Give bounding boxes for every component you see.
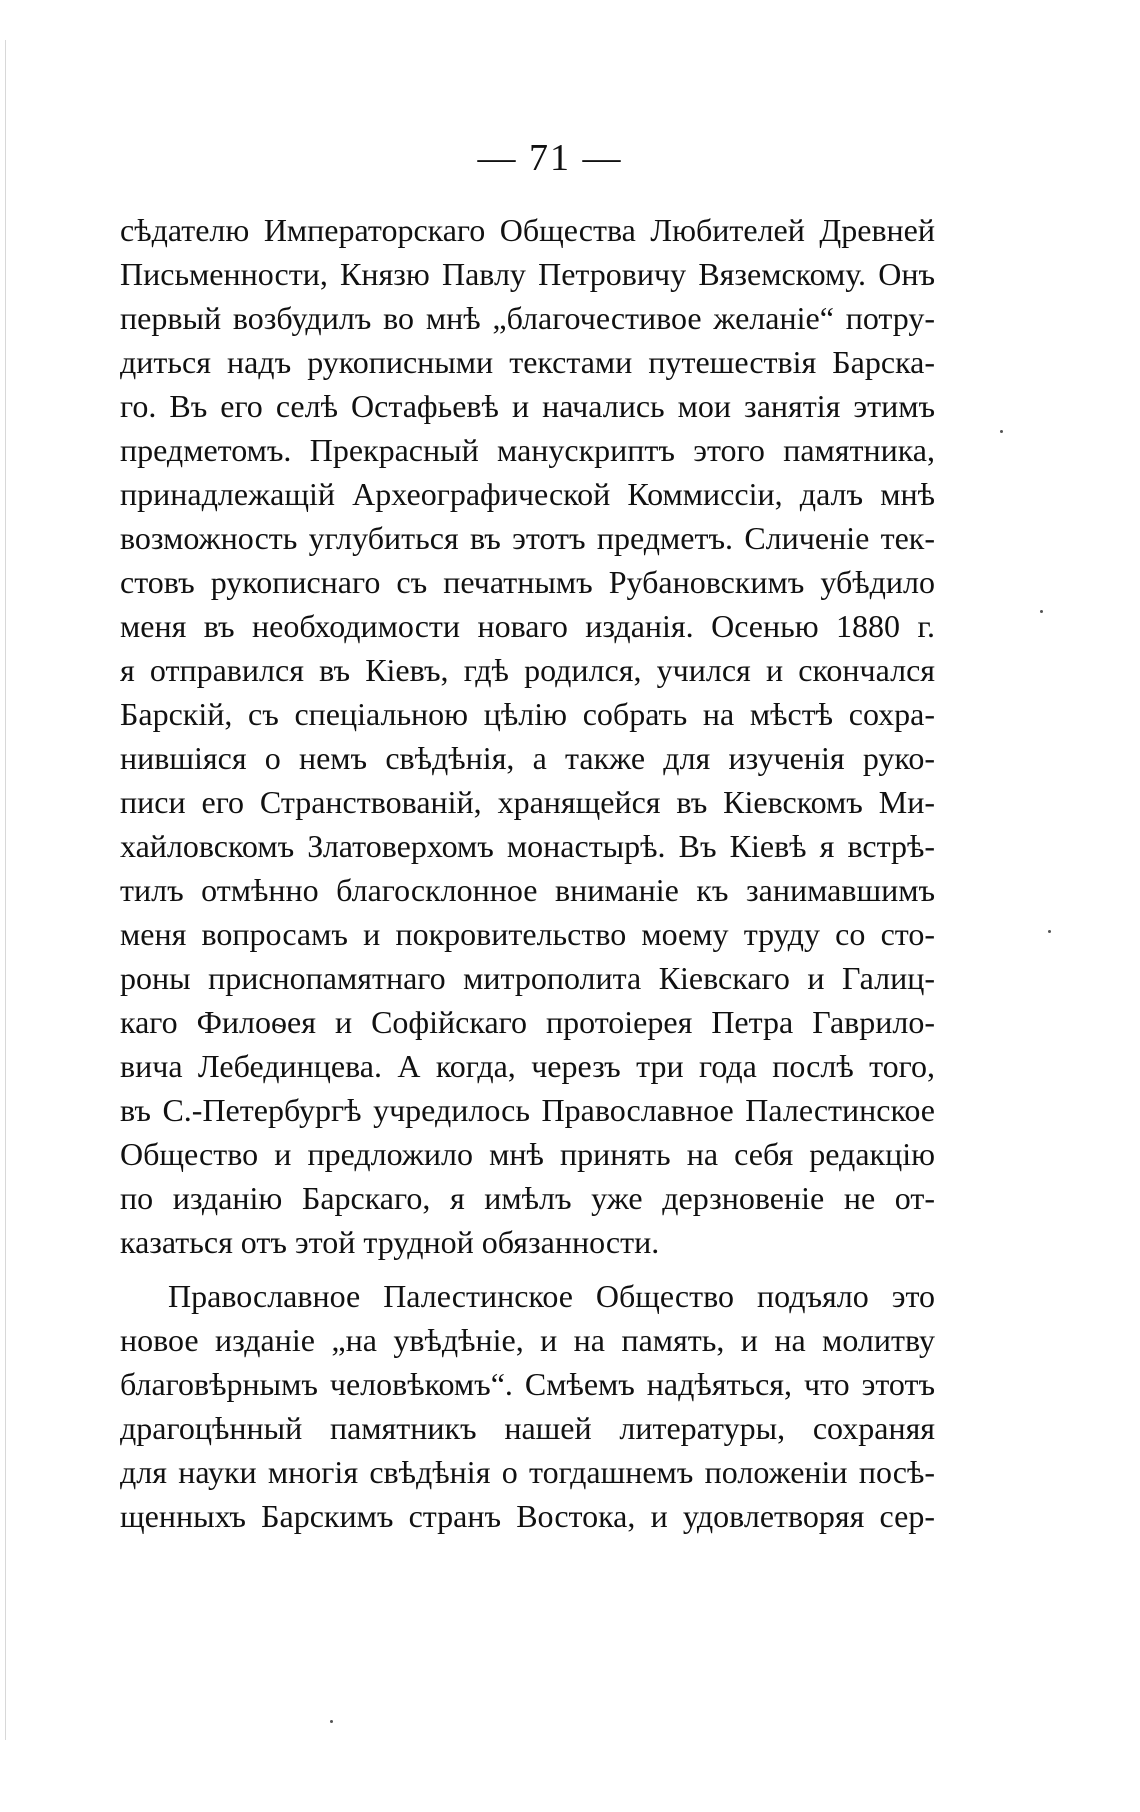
- text-line: Письменности, Князю Павлу Петровичу Вяземскому. Онъ: [120, 256, 935, 292]
- text-line: принадлежащій Археографической Коммиссіи, далъ мнѣ: [120, 476, 935, 512]
- text-line: Православное Палестинское Общество подъяло это: [168, 1278, 935, 1314]
- text-line: я отправился въ Кіевъ, гдѣ родился, учился и скончался: [120, 652, 935, 688]
- text-line: новое изданіе „на увѣдѣніе, и на память, и на молитву: [120, 1322, 935, 1358]
- text-line: по изданію Барскаго, я имѣлъ уже дерзновеніе не от-: [120, 1180, 935, 1216]
- text-line: нившіяся о немъ свѣдѣнія, а также для изученія руко-: [120, 740, 935, 776]
- text-line: меня вопросамъ и покровительство моему труду со сто-: [120, 916, 935, 952]
- text-line: благовѣрнымъ человѣкомъ“. Смѣемъ надѣяться, что этотъ: [120, 1366, 935, 1402]
- text-line: для науки многія свѣдѣнія о тогдашнемъ положеніи посѣ-: [120, 1454, 935, 1490]
- text-line: предметомъ. Прекрасный манускриптъ этого памятника,: [120, 432, 935, 468]
- text-line: стовъ рукописнаго съ печатнымъ Рубановскимъ убѣдило: [120, 564, 935, 600]
- text-line: диться надъ рукописными текстами путешествія Барска-: [120, 344, 935, 380]
- text-line: сѣдателю Императорскаго Общества Любителей Древней: [120, 212, 935, 248]
- text-line: каго Филоѳея и Софійскаго протоіерея Петра Гаврило-: [120, 1004, 935, 1040]
- text-line: роны приснопамятнаго митрополита Кіевскаго и Галиц-: [120, 960, 935, 996]
- scan-speck: [1048, 930, 1051, 933]
- page-number: — 71 —: [477, 137, 623, 179]
- text-line: тилъ отмѣнно благосклонное вниманіе къ занимавшимъ: [120, 872, 935, 908]
- text-line: писи его Странствованій, хранящейся въ Кіевскомъ Ми-: [120, 784, 935, 820]
- text-line: первый возбудилъ во мнѣ „благочестивое желаніе“ потру-: [120, 300, 935, 336]
- text-line: вича Лебединцева. А когда, черезъ три года послѣ того,: [120, 1048, 935, 1084]
- scan-speck: [330, 1720, 333, 1723]
- scan-speck: [1040, 610, 1043, 613]
- text-line: драгоцѣнный памятникъ нашей литературы, сохраняя: [120, 1410, 935, 1446]
- scan-speck: [1000, 430, 1003, 433]
- text-line: Общество и предложило мнѣ принять на себя редакцію: [120, 1136, 935, 1172]
- text-line: казаться отъ этой трудной обязанности.: [120, 1224, 660, 1260]
- text-line: меня въ необходимости новаго изданія. Осенью 1880 г.: [120, 608, 935, 644]
- text-line: щенныхъ Барскимъ странъ Востока, и удовлетворяя сер-: [120, 1498, 935, 1534]
- text-line: го. Въ его селѣ Остафьевѣ и начались мои занятія этимъ: [120, 388, 935, 424]
- paragraph-2: [120, 1274, 935, 1538]
- text-line: въ С.-Петербургѣ учредилось Православное Палестинское: [120, 1092, 935, 1128]
- page-edge-shadow: [5, 40, 6, 1740]
- body-text: [120, 208, 935, 1538]
- text-line: хайловскомъ Златоверхомъ монастырѣ. Въ Кіевѣ я встрѣ-: [120, 828, 935, 864]
- paragraph-gap: [120, 1264, 935, 1274]
- text-line: Барскій, съ спеціальною цѣлію собрать на мѣстѣ сохра-: [120, 696, 935, 732]
- text-line: возможность углубиться въ этотъ предметъ. Сличеніе тек-: [120, 520, 935, 556]
- paragraph-1: [120, 208, 935, 1264]
